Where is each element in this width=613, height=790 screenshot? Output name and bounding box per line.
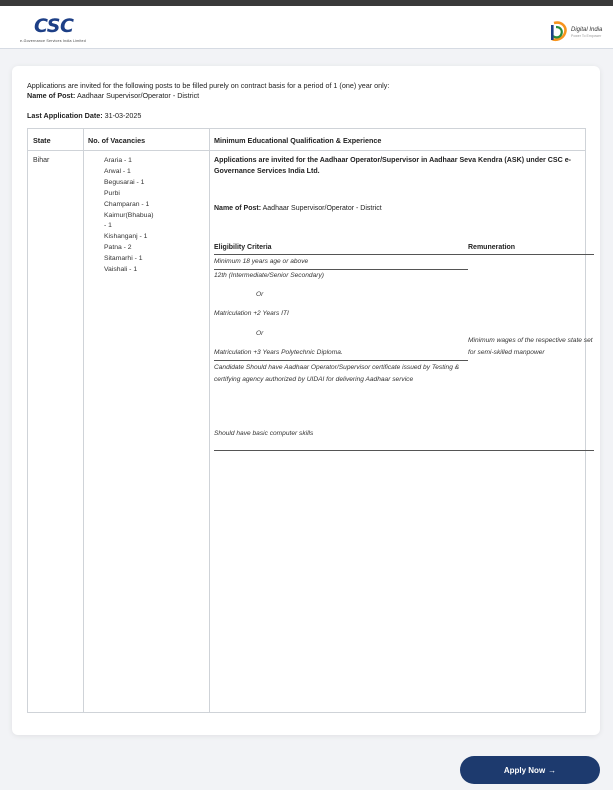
remuneration-value: Minimum wages of the respective state set for semi-skilled manpower [468, 337, 593, 356]
csc-logo[interactable] [20, 15, 88, 47]
digital-india-icon [548, 19, 568, 43]
criteria-edu-iti: Matriculation +2 Years ITI [214, 310, 289, 317]
last-date-label: Last Application Date: [27, 111, 103, 120]
criteria-or: Or [256, 291, 264, 298]
vacancy-table [27, 128, 593, 713]
table-divider [83, 129, 84, 712]
column-header-qualification: Minimum Educational Qualification & Experience [214, 136, 382, 145]
list-item: Kaimur(Bhabua) - 1 [104, 211, 154, 230]
arrow-right-icon: → [548, 765, 557, 775]
criteria-edu-12th: 12th (Intermediate/Senior Secondary) [214, 272, 324, 279]
list-item: Vaishali - 1 [104, 266, 138, 274]
list-item: Kishanganj - 1 [104, 233, 148, 241]
criteria-bottom-rule [214, 450, 594, 451]
criteria-computer-skills: Should have basic computer skills [214, 430, 314, 437]
criteria-certificate: Candidate Should have Aadhaar Operator/Supervisor certificate issued by Testing & certifying agency authorized by UIDAI for delivering Aadhaar service [214, 364, 460, 383]
state-cell: Bihar [33, 157, 50, 164]
remuneration-header: Remuneration [468, 244, 516, 251]
qualification-cell [214, 155, 593, 437]
qualification-post-value: Aadhaar Supervisor/Operator - District [262, 205, 382, 212]
list-item: Sitamarhi - 1 [104, 255, 143, 263]
vacancy-list [104, 156, 154, 276]
apply-now-button[interactable] [460, 756, 600, 784]
digital-india-logo[interactable] [546, 15, 602, 47]
column-header-state: State [33, 136, 51, 145]
table-header-divider [28, 150, 585, 151]
qualification-post-label: Name of Post: [214, 205, 262, 212]
digital-india-subtext: Power To Empower [571, 34, 602, 38]
eligibility-header-rule [214, 254, 594, 255]
qualification-post [214, 205, 382, 212]
post-label: Name of Post: [27, 90, 76, 100]
csc-tagline: e-Governance Services India Limited [20, 39, 86, 43]
criteria-age: Minimum 18 years age or above [214, 258, 309, 265]
criteria-edu-diploma: Matriculation +3 Years Polytechnic Diploma. [214, 349, 343, 356]
intro-line: Applications are invited for the following posts to be filled purely on contract basis for a period of 1 (one) year only: [27, 81, 390, 90]
site-header [0, 6, 613, 49]
last-date-value: 31-03-2025 [104, 111, 142, 120]
criteria-divider [214, 360, 468, 361]
post-line [27, 91, 389, 101]
intro-text [27, 81, 389, 101]
digital-india-text: Digital India [571, 27, 603, 33]
table-divider [209, 129, 210, 712]
list-item: Arwal - 1 [104, 167, 131, 175]
last-application-date [27, 111, 141, 120]
criteria-or: Or [256, 330, 264, 337]
apply-now-label: Apply Now [503, 765, 546, 775]
list-item: Purbi Champaran - 1 [104, 189, 150, 208]
list-item: Begusarai - 1 [104, 178, 145, 186]
criteria-divider [214, 269, 468, 270]
job-posting-card [12, 66, 600, 735]
csc-logo-text: CSC [34, 15, 74, 37]
column-header-vacancies: No. of Vacancies [88, 136, 146, 145]
eligibility-header: Eligibility Criteria [214, 244, 272, 251]
post-value: Aadhaar Supervisor/Operator - District [76, 90, 200, 100]
list-item: Araria - 1 [104, 157, 132, 164]
list-item: Patna - 2 [104, 244, 132, 252]
qualification-heading: Applications are invited for the Aadhaar Operator/Supervisor in Aadhaar Seva Kendra (ASK) under CSC e-Governance Services India Ltd. [214, 156, 572, 175]
